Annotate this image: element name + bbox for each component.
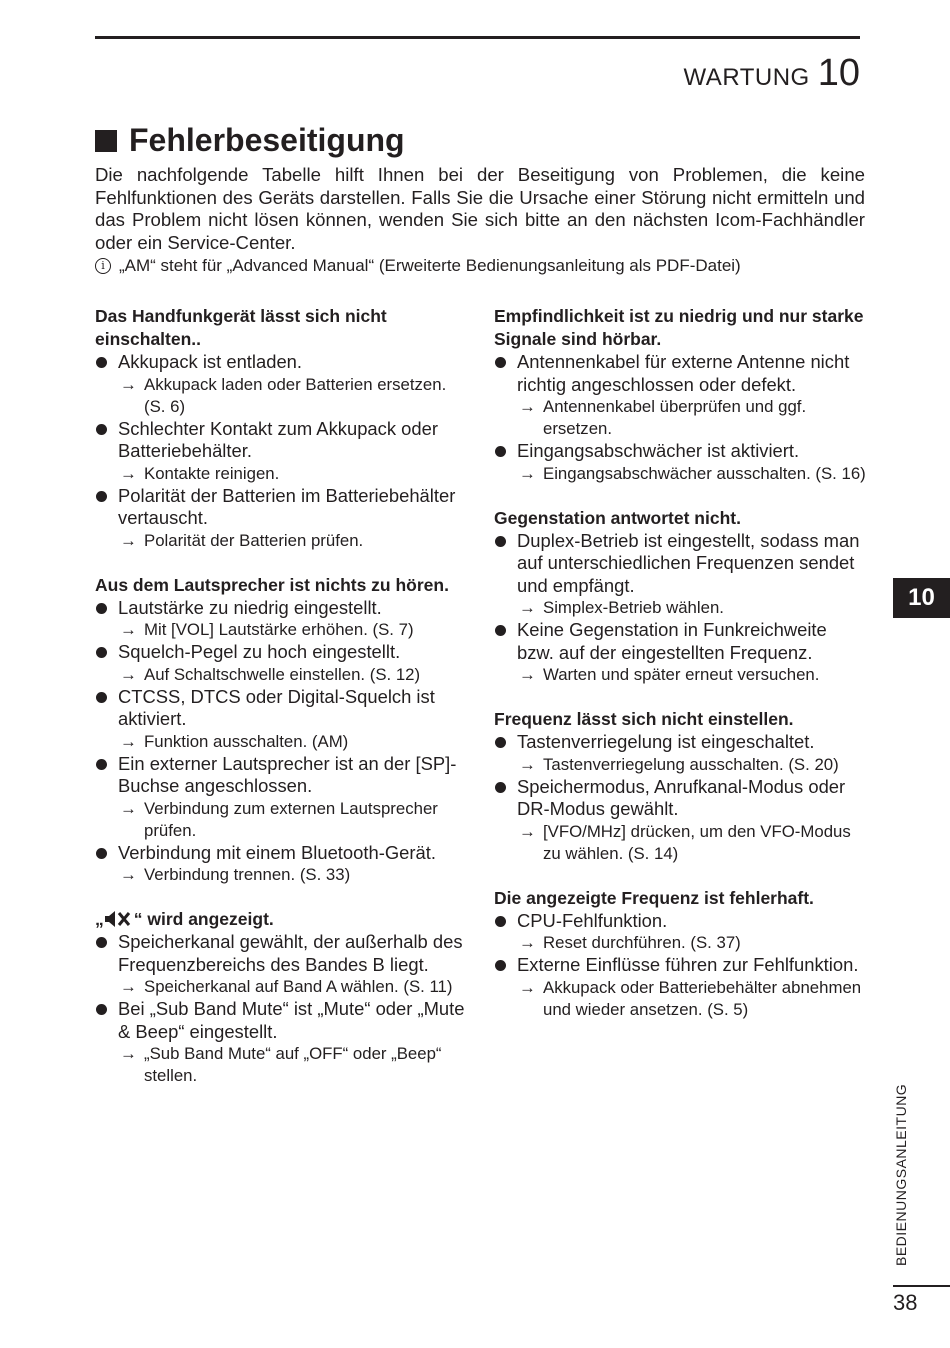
arrow-icon: →	[519, 754, 536, 774]
cause-item	[494, 954, 866, 977]
remedy-item	[95, 864, 467, 886]
info-icon: i	[95, 258, 111, 274]
bullet-icon	[96, 491, 107, 502]
bullet-icon	[495, 737, 506, 748]
cause-text: Tastenverriegelung ist eingeschaltet.	[517, 731, 815, 752]
arrow-icon: →	[519, 665, 536, 684]
bullet-icon	[495, 446, 506, 457]
cause-text: Squelch-Pegel zu hoch eingestellt.	[118, 641, 401, 662]
problem-heading: Die angezeigte Frequenz ist fehlerhaft.	[494, 887, 814, 908]
cause-text: Keine Gegenstation in Funkreichweite bzw. auf der eingestellten Frequenz.	[517, 619, 827, 663]
heading-suffix: “ wird angezeigt.	[133, 909, 274, 929]
arrow-icon: →	[120, 664, 137, 684]
footer-rule	[893, 1285, 950, 1287]
side-label: BEDIENUNGSANLEITUNG	[893, 1083, 909, 1266]
problem-heading	[95, 908, 467, 931]
arrow-icon: →	[120, 798, 137, 818]
arrow-icon: →	[519, 933, 536, 952]
cause-text: Externe Einflüsse führen zur Fehlfunktion.	[517, 954, 859, 975]
remedy-item	[95, 374, 467, 418]
trouble-block	[494, 305, 866, 485]
problem-heading: Gegenstation antwortet nicht.	[494, 507, 741, 528]
remedy-text: „Sub Band Mute“ auf „OFF“ oder „Beep“ stellen.	[144, 1044, 442, 1085]
remedy-item	[95, 463, 467, 485]
bullet-icon	[495, 357, 506, 368]
cause-item	[95, 351, 467, 374]
remedy-text: [VFO/MHz] drücken, um den VFO-Modus zu wählen. (S. 14)	[543, 821, 851, 863]
remedy-item	[95, 619, 467, 641]
remedy-item	[494, 977, 866, 1021]
arrow-icon: →	[519, 397, 536, 416]
remedy-text: Antennenkabel überprüfen und ggf. ersetzen.	[543, 397, 807, 438]
bullet-icon	[495, 916, 506, 927]
cause-text: Speichermodus, Anrufkanal-Modus oder DR-Modus gewählt.	[517, 775, 846, 819]
remedy-item	[494, 664, 866, 686]
remedy-text: Simplex-Betrieb wählen.	[543, 598, 724, 617]
arrow-icon: →	[519, 598, 536, 617]
trouble-block	[494, 708, 866, 865]
arrow-icon: →	[120, 374, 137, 394]
remedy-item	[95, 976, 467, 998]
remedy-text: Kontakte reinigen.	[144, 463, 280, 483]
bullet-icon	[96, 937, 107, 948]
remedy-text: Auf Schaltschwelle einstellen. (S. 12)	[144, 664, 421, 684]
arrow-icon: →	[120, 731, 137, 751]
arrow-icon: →	[120, 1044, 137, 1063]
speaker-mute-icon	[104, 910, 134, 928]
bullet-icon	[96, 603, 107, 614]
note-text: „AM“ steht für „Advanced Manual“ (Erweiterte Bedienungsanleitung als PDF-Datei)	[119, 256, 741, 275]
arrow-icon: →	[120, 977, 137, 996]
chapter-tab: 10	[893, 578, 950, 618]
cause-text: CPU-Fehlfunktion.	[517, 909, 668, 931]
intro-text: Die nachfolgende Tabelle hilft Ihnen bei der Beseitigung von Problemen, die keine Fehlfunktionen des Geräts darstellen. Falls Sie die Ursache einer Störung nicht ermitteln und das Problem nicht lösen können, wenden Sie sich bitte an den nächsten Icom-Fachhändler oder ein Service-Center.	[95, 164, 865, 253]
bullet-icon	[96, 357, 107, 368]
cause-item	[494, 351, 866, 396]
arrow-icon: →	[519, 821, 536, 841]
remedy-item	[494, 463, 866, 485]
bullet-icon	[495, 625, 506, 636]
section-title	[95, 122, 405, 159]
cause-text: Antennenkabel für externe Antenne nicht richtig angeschlossen oder defekt.	[517, 351, 850, 395]
remedy-item	[95, 798, 467, 842]
remedy-text: Verbindung trennen. (S. 33)	[144, 865, 351, 884]
remedy-text: Speicherkanal auf Band A wählen. (S. 11)	[144, 977, 453, 996]
cause-text: Speicherkanal gewählt, der außerhalb des Frequenzbereichs des Bandes B liegt.	[118, 931, 463, 975]
bullet-icon	[96, 848, 107, 859]
remedy-item	[494, 754, 866, 776]
remedy-text: Akkupack laden oder Batterien ersetzen. (S. 6)	[144, 374, 447, 416]
trouble-block	[494, 887, 866, 1021]
arrow-icon: →	[120, 530, 137, 550]
bullet-icon	[96, 647, 107, 658]
cause-item	[494, 619, 866, 664]
trouble-block	[494, 507, 866, 687]
cause-item	[494, 530, 866, 598]
left-column	[95, 305, 467, 1109]
bullet-icon	[96, 1004, 107, 1015]
intro	[95, 164, 865, 278]
remedy-item	[95, 731, 467, 753]
remedy-text: Akkupack oder Batteriebehälter abnehmen und wieder ansetzen. (S. 5)	[543, 977, 862, 1019]
arrow-icon: →	[519, 463, 536, 483]
cause-item	[494, 731, 866, 754]
square-bullet-icon	[95, 130, 117, 152]
remedy-text: Funktion ausschalten. (AM)	[144, 731, 349, 751]
remedy-item	[494, 932, 866, 954]
top-rule	[95, 36, 860, 39]
cause-item	[95, 842, 467, 865]
cause-item	[494, 776, 866, 821]
problem-heading: Empfindlichkeit ist zu niedrig und nur starke Signale sind hörbar.	[494, 306, 864, 349]
bullet-icon	[495, 536, 506, 547]
chapter-header	[684, 52, 860, 95]
remedy-text: Eingangsabschwächer ausschalten. (S. 16)	[543, 463, 866, 483]
chapter-number: 10	[817, 52, 860, 94]
cause-text: Lautstärke zu niedrig eingestellt.	[118, 596, 382, 618]
remedy-item	[95, 1043, 467, 1087]
remedy-item	[494, 597, 866, 619]
arrow-icon: →	[519, 977, 536, 997]
bullet-icon	[96, 424, 107, 435]
section-title-text: Fehlerbeseitigung	[129, 122, 405, 158]
cause-text: Eingangsabschwächer ist aktiviert.	[517, 440, 800, 461]
cause-text: Akkupack ist entladen.	[118, 351, 303, 372]
cause-text: Verbindung mit einem Bluetooth-Gerät.	[118, 841, 436, 863]
cause-item	[95, 418, 467, 463]
remedy-text: Mit [VOL] Lautstärke erhöhen. (S. 7)	[144, 620, 414, 639]
remedy-item	[494, 821, 866, 865]
cause-text: Schlechter Kontakt zum Akkupack oder Batteriebehälter.	[118, 417, 438, 461]
trouble-block	[95, 305, 467, 552]
cause-item	[95, 931, 467, 976]
cause-item	[95, 597, 467, 620]
remedy-item	[494, 396, 866, 440]
cause-item	[95, 485, 467, 530]
remedy-item	[95, 530, 467, 552]
remedy-text: Polarität der Batterien prüfen.	[144, 530, 364, 550]
arrow-icon: →	[120, 865, 137, 884]
cause-text: Polarität der Batterien im Batteriebehälter vertauscht.	[118, 484, 456, 528]
right-column	[494, 305, 866, 1043]
cause-text: Bei „Sub Band Mute“ ist „Mute“ oder „Mute & Beep“ eingestellt.	[118, 998, 465, 1042]
remedy-text: Verbindung zum externen Lautsprecher prüfen.	[144, 798, 438, 840]
heading-prefix: „	[95, 909, 104, 929]
bullet-icon	[495, 960, 506, 971]
chapter-label: WARTUNG	[683, 64, 810, 91]
remedy-item	[95, 664, 467, 686]
page-number: 38	[893, 1290, 918, 1315]
cause-text: Duplex-Betrieb ist eingestellt, sodass man auf unterschiedlichen Frequenzen sendet und empfängt.	[517, 529, 860, 596]
problem-heading: Das Handfunkgerät lässt sich nicht einschalten..	[95, 306, 387, 349]
cause-item	[95, 641, 467, 664]
remedy-text: Warten und später erneut versuchen.	[543, 665, 820, 684]
cause-item	[494, 910, 866, 933]
trouble-block	[95, 908, 467, 1087]
cause-item	[95, 686, 467, 731]
note	[95, 255, 865, 278]
trouble-block	[95, 574, 467, 887]
bullet-icon	[96, 692, 107, 703]
remedy-text: Reset durchführen. (S. 37)	[543, 933, 741, 952]
cause-text: Ein externer Lautsprecher ist an der [SP]-Buchse angeschlossen.	[118, 752, 457, 796]
cause-item	[95, 753, 467, 798]
remedy-text: Tastenverriegelung ausschalten. (S. 20)	[543, 754, 839, 774]
cause-item	[95, 998, 467, 1043]
problem-heading: Aus dem Lautsprecher ist nichts zu hören.	[95, 574, 449, 595]
arrow-icon: →	[120, 463, 137, 483]
bullet-icon	[495, 782, 506, 793]
cause-text: CTCSS, DTCS oder Digital-Squelch ist aktiviert.	[118, 685, 435, 729]
arrow-icon: →	[120, 620, 137, 639]
bullet-icon	[96, 759, 107, 770]
cause-item	[494, 440, 866, 463]
problem-heading: Frequenz lässt sich nicht einstellen.	[494, 709, 794, 729]
